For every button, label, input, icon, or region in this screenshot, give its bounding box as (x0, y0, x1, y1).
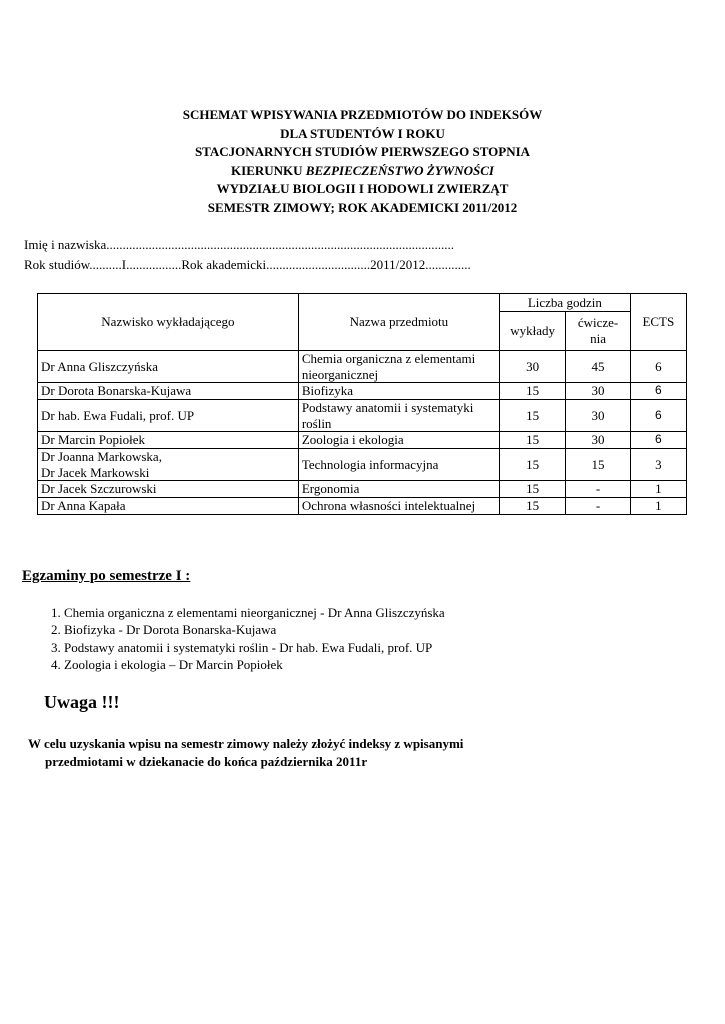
table-row (38, 383, 687, 400)
lecturer-cell: Dr Joanna Markowska, Dr Jacek Markowski (38, 449, 299, 481)
subject-cell: Podstawy anatomii i systematyki roślin (298, 400, 499, 432)
lectures-cell: 15 (499, 383, 565, 400)
ects-cell: 6 (630, 351, 686, 383)
lecturer-cell: Dr Marcin Popiołek (38, 432, 299, 449)
ects-cell: 3 (630, 449, 686, 481)
header-hours: Liczba godzin (499, 294, 630, 312)
exams-title: Egzaminy po semestrze I : (22, 568, 191, 584)
exercises-cell: - (566, 481, 630, 498)
list-item: 4. Zoologia i ekologia – Dr Marcin Popiołek (64, 656, 684, 673)
table-row (38, 400, 687, 432)
lectures-cell: 15 (499, 432, 565, 449)
courses-table (37, 293, 687, 515)
exercises-cell: 15 (566, 449, 630, 481)
header-line-3: STACJONARNYCH STUDIÓW PIERWSZEGO STOPNIA (194, 144, 531, 160)
lectures-cell: 30 (499, 351, 565, 383)
lecturer-cell: Dr Anna Gliszczyńska (38, 351, 299, 383)
exercises-cell: - (566, 498, 630, 515)
header-line-1: SCHEMAT WPISYWANIA PRZEDMIOTÓW DO INDEKSÓW (182, 107, 543, 122)
lecturer-cell: Dr Dorota Bonarska-Kujawa (38, 383, 299, 400)
year-fill-line: Rok studiów..........I.................Rok akademicki................................2011/2012.............. (24, 257, 471, 272)
warning-title: Uwaga !!! (44, 692, 120, 712)
header-line-4-prefix: KIERUNKU (231, 162, 306, 178)
header-exercises: ćwicze- nia (566, 311, 630, 350)
subject-cell: Chemia organiczna z elementami nieorganicznej (298, 351, 499, 383)
ects-cell: 1 (630, 481, 686, 498)
notice-line-1: W celu uzyskania wpisu na semestr zimowy należy złożyć indeksy z wpisanymi (28, 736, 464, 751)
header-subject: Nazwa przedmiotu (298, 294, 499, 351)
exercises-cell: 30 (566, 432, 630, 449)
header-lectures: wykłady (499, 311, 565, 350)
list-item: 1. Chemia organiczna z elementami nieorganicznej - Dr Anna Gliszczyńska (64, 604, 684, 621)
exercises-cell: 45 (566, 351, 630, 383)
header-line-2: DLA STUDENTÓW I ROKU (280, 125, 445, 141)
field-of-study: BEZPIECZEŃSTWO ŻYWNOŚCI (305, 162, 494, 178)
exercises-cell: 30 (566, 383, 630, 400)
lectures-cell: 15 (499, 400, 565, 432)
name-fill-line: Imię i nazwiska........................................................................................................... (24, 237, 455, 252)
table-row (38, 481, 687, 498)
lectures-cell: 15 (499, 481, 565, 498)
lectures-cell: 15 (499, 449, 565, 481)
subject-cell: Zoologia i ekologia (298, 432, 499, 449)
table-row (38, 449, 687, 481)
header-ects: ECTS (630, 294, 686, 351)
table-row (38, 498, 687, 515)
lecturer-cell: Dr Anna Kapała (38, 498, 299, 515)
lecturer-cell: Dr Jacek Szczurowski (38, 481, 299, 498)
list-item: 3. Podstawy anatomii i systematyki roślin - Dr hab. Ewa Fudali, prof. UP (64, 639, 684, 656)
subject-cell: Biofizyka (298, 383, 499, 400)
exams-list (40, 604, 684, 673)
document-header (0, 106, 725, 218)
header-lecturer: Nazwisko wykładającego (38, 294, 299, 351)
subject-cell: Ochrona własności intelektualnej (298, 498, 499, 515)
subject-cell: Ergonomia (298, 481, 499, 498)
table-row (38, 432, 687, 449)
header-line-6: SEMESTR ZIMOWY; ROK AKADEMICKI 2011/2012 (207, 199, 518, 215)
notice-line-2: przedmiotami w dziekanacie do końca października 2011r (45, 754, 368, 769)
table-row (38, 351, 687, 383)
ects-cell: 6 (630, 400, 686, 432)
ects-cell: 6 (630, 432, 686, 449)
subject-cell: Technologia informacyjna (298, 449, 499, 481)
ects-cell: 1 (630, 498, 686, 515)
header-line-4 (0, 162, 725, 181)
ects-cell: 6 (630, 383, 686, 400)
lectures-cell: 15 (499, 498, 565, 515)
exercises-cell: 30 (566, 400, 630, 432)
lecturer-cell: Dr hab. Ewa Fudali, prof. UP (38, 400, 299, 432)
header-line-5: WYDZIAŁU BIOLOGII I HODOWLI ZWIERZĄT (216, 181, 509, 197)
warning-notice (28, 735, 463, 771)
list-item: 2. Biofizyka - Dr Dorota Bonarska-Kujawa (64, 621, 684, 638)
